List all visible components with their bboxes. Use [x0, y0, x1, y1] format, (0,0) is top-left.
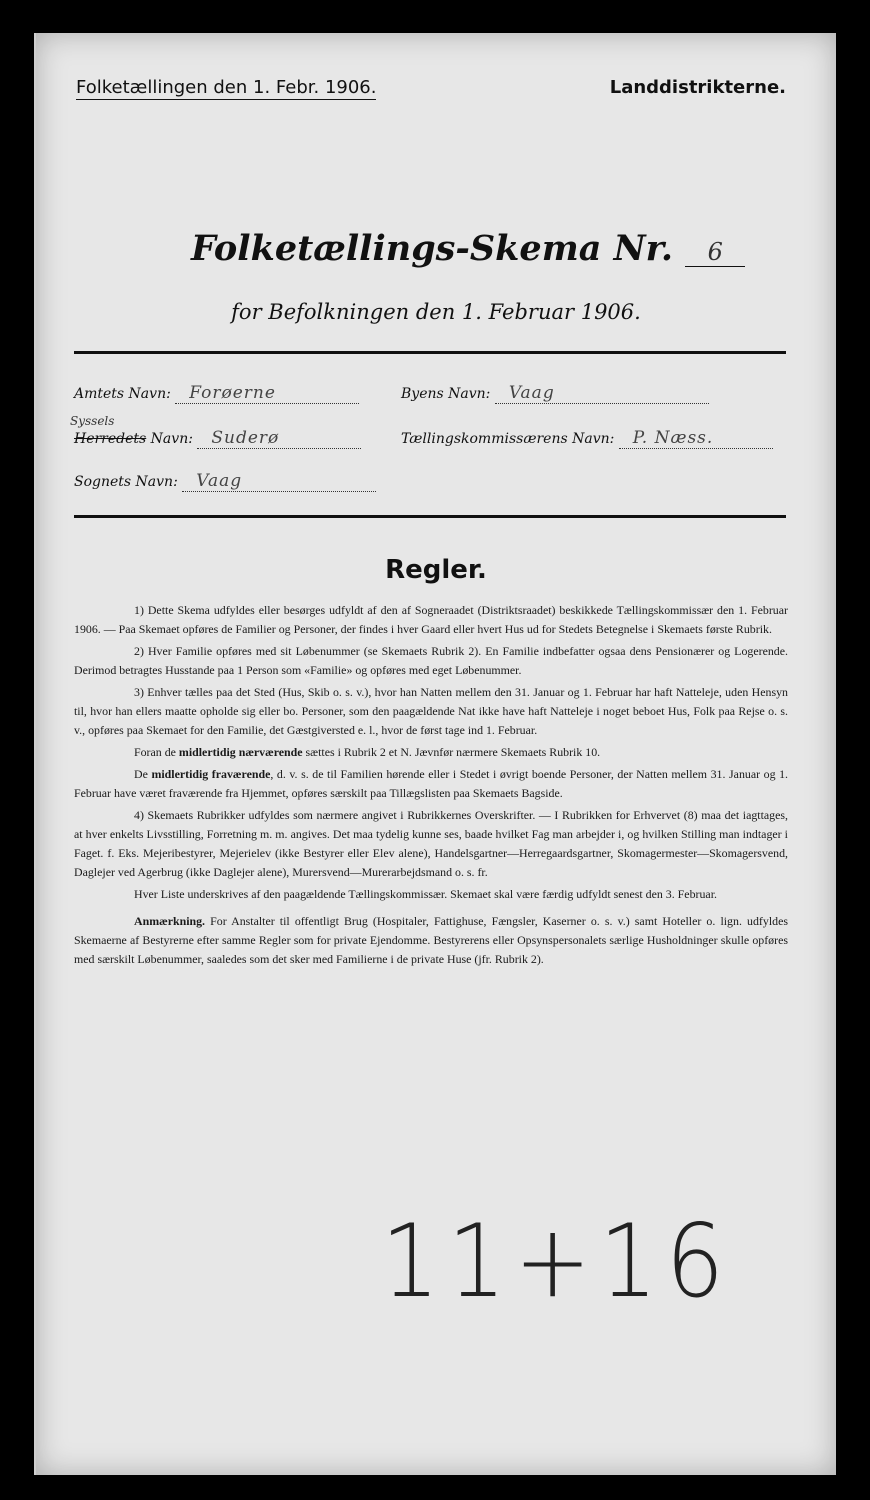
rule-note-label: Anmærkning. [134, 914, 206, 928]
form-title [191, 228, 745, 269]
header-district-type: Landdistrikterne. [609, 77, 786, 98]
field-sogn-label: Sognets Navn: [74, 474, 178, 490]
rule-3-absent-b: , d. v. s. de til Familien hørende eller i Stedet i øvrigt boende Personer, der Natten mellem 31. Januar og 1. Februar have været fraværende fra Hjemmet, opføres særskilt paa Tillægslisten paa Skemaets Bagside. [74, 767, 788, 800]
field-amt-value: Forøerne [175, 383, 359, 404]
field-amt-label: Amtets Navn: [74, 386, 171, 402]
field-herred-label: Navn: [146, 431, 193, 447]
field-sogn-value: Vaag [182, 471, 376, 492]
form-title-text: Folketællings-Skema Nr. [191, 228, 674, 269]
rules-heading: Regler. [385, 555, 487, 585]
rule-3-absent-a: De [134, 767, 152, 781]
rule-3: 3) Enhver tælles paa det Sted (Hus, Skib o. s. v.), hvor han Natten mellem den 31. Januar og 1. Februar har haft Natteleje, uden Hensyn til, hvor han ellers maatte opholde sig eller bo. Personer, som den paagældende Nat ikke have haft Natteleje i noget beboet Hus, Folk paa Rejse o. s. v., opføres paa Skemaet for den Familie, det Gæstgiversted e. l., hvor de først tage ind 1. Februar. [74, 685, 788, 737]
rule-4: 4) Skemaets Rubrikker udfyldes som nærmere angivet i Rubrikkernes Overskrifter. — I Rubrikken for Erhvervet (8) maa det iagttages, at hver enkelts Livsstilling, Forretning m. m. angives. Det maa tydelig kunne ses, baade hvilket Fag man arbejder i, og hvilken Stilling man indtager i Faget. f. Eks. Mejeribestyrer, Mejerielev (ikke Bestyrer eller Elev alene), Handelsgartner—Herregaardsgartner, Skomagermester—Skomagersvend, Daglejer ved Agerbrug (ikke Daglejer alene), Murersvend—Murerarbejdsmand o. s. fr. [74, 808, 788, 879]
field-herred-correction: Syssels [70, 414, 115, 428]
rules-body [74, 601, 788, 972]
form-subtitle: for Befolkningen den 1. Februar 1906. [231, 300, 641, 324]
field-herred [70, 414, 361, 449]
rule-3-absent [74, 765, 788, 803]
census-form-page [34, 33, 836, 1475]
field-kommissaer [401, 428, 773, 449]
rule-3-present-emph: midlertidig nærværende [178, 745, 303, 759]
divider-bottom [74, 515, 786, 518]
form-number: 6 [685, 238, 745, 267]
handwritten-annotation: 11+16 [381, 1202, 733, 1321]
rule-note [74, 912, 788, 969]
rule-3-present-a: Foran de [134, 745, 179, 759]
rule-4-signature: Hver Liste underskrives af den paagældende Tællingskommissær. Skemaet skal være færdig udfyldt senest den 3. Februar. [134, 887, 717, 901]
field-herred-value: Suderø [197, 428, 361, 449]
field-kommissaer-label: Tællingskommissærens Navn: [401, 431, 615, 447]
rule-note-text: For Anstalter til offentligt Brug (Hospitaler, Fattighuse, Fængsler, Kaserner o. s. v.) samt Hoteller o. lign. udfyldes Skemaerne af Bestyrerne efter samme Regler som for private Ejendomme. Bestyrerens eller Opsynspersonalets særlige Husholdninger skulle opføres med særskilt Løbenummer, saaledes som det sker med Familierne i de private Huse (jfr. Rubrik 2). [74, 914, 788, 966]
rule-1: 1) Dette Skema udfyldes eller besørges udfyldt af den af Sogneraadet (Distriktsraadet) beskikkede Tællingskommissær den 1. Februar 1906. — Paa Skemaet opføres de Familier og Personer, der findes i hver Gaard eller hvert Hus ud for Stedets Betegnelse i Skemaets første Rubrik. [74, 603, 788, 636]
rule-2: 2) Hver Familie opføres med sit Løbenummer (se Skemaets Rubrik 2). En Familie indbefatter ogsaa dens Pensionærer og Logerende. Derimod betragtes Husstande paa 1 Person som «Familie» og opføres med eget Løbenummer. [74, 644, 788, 677]
field-by [401, 383, 709, 404]
rule-3-present [74, 743, 788, 762]
field-sogn [74, 471, 376, 492]
header-census-date: Folketællingen den 1. Febr. 1906. [76, 77, 377, 98]
field-by-value: Vaag [495, 383, 709, 404]
rule-3-present-b: sættes i Rubrik 2 et N. Jævnfør nærmere Skemaets Rubrik 10. [302, 745, 601, 759]
field-by-label: Byens Navn: [401, 386, 491, 402]
field-kommissaer-value: P. Næss. [619, 428, 773, 449]
rule-3-absent-emph: midlertidig fraværende [151, 767, 271, 781]
field-herred-struck-label: Herredets [74, 431, 147, 447]
divider-top [74, 351, 786, 354]
field-amt [74, 383, 359, 404]
